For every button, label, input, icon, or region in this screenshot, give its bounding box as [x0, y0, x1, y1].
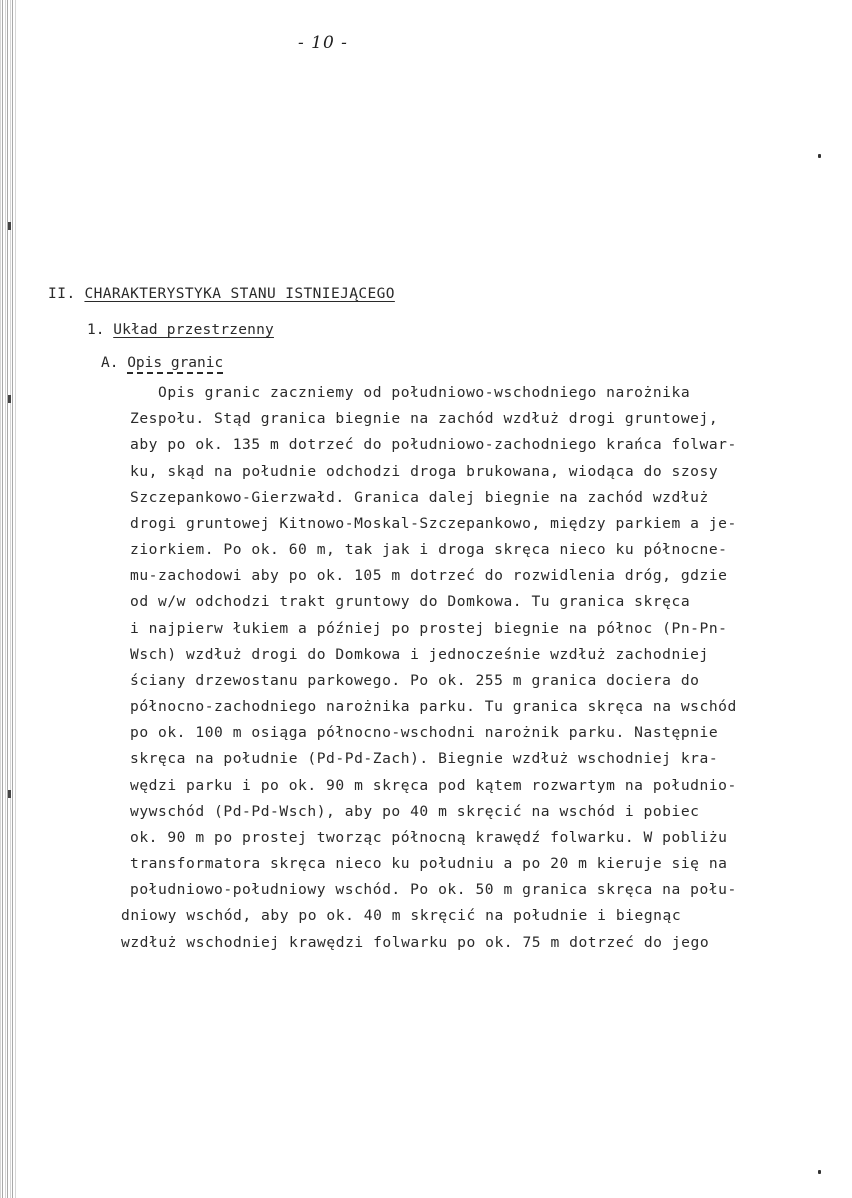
body-line: wędzi parku i po ok. 90 m skręca pod kątem rozwartym na południo- — [130, 777, 737, 794]
body-line: wywschód (Pd-Pd-Wsch), aby po 40 m skręcić na wschód i pobiec — [130, 803, 700, 820]
body-line: południowo-południowy wschód. Po ok. 50 m granica skręca na połu- — [130, 881, 737, 898]
body-line: skręca na południe (Pd-Pd-Zach). Biegnie wzdłuż wschodniej kra- — [130, 750, 719, 767]
scan-speck — [818, 154, 821, 158]
subsubsection-heading — [101, 355, 223, 371]
section-heading — [48, 286, 395, 302]
binding-mark — [8, 222, 11, 230]
body-line: ziorkiem. Po ok. 60 m, tak jak i droga skręca nieco ku północne- — [130, 541, 728, 558]
scan-binding-edge — [0, 0, 16, 1198]
body-line: od w/w odchodzi trakt gruntowy do Domkowa. Tu granica skręca — [130, 593, 691, 610]
body-line: ok. 90 m po prostej tworząc północną krawędź folwarku. W pobliżu — [130, 829, 728, 846]
subsection-number: 1. — [87, 322, 105, 338]
body-line: po ok. 100 m osiąga północno-wschodni narożnik parku. Następnie — [130, 724, 719, 741]
body-line: ściany drzewostanu parkowego. Po ok. 255 m granica dociera do — [130, 672, 700, 689]
body-line: transformatora skręca nieco ku południu a po 20 m kieruje się na — [130, 855, 728, 872]
body-line: Zespołu. Stąd granica biegnie na zachód wzdłuż drogi gruntowej, — [130, 410, 719, 427]
binding-mark — [8, 395, 11, 403]
body-line: Szczepankowo-Gierzwałd. Granica dalej biegnie na zachód wzdłuż — [130, 489, 709, 506]
scan-speck — [818, 1170, 821, 1174]
body-line: drogi gruntowej Kitnowo-Moskal-Szczepankowo, między parkiem a je- — [130, 515, 737, 532]
body-line: ku, skąd na południe odchodzi droga brukowana, wiodąca do szosy — [130, 463, 719, 480]
body-line: Wsch) wzdłuż drogi do Domkowa i jednocześnie wzdłuż zachodniej — [130, 646, 709, 663]
body-line: dniowy wschód, aby po ok. 40 m skręcić na południe i biegnąc — [121, 907, 682, 924]
page-number: - 10 - — [298, 33, 348, 53]
subsubsection-title: Opis granic — [127, 355, 223, 374]
body-line: wzdłuż wschodniej krawędzi folwarku po ok. 75 m dotrzeć do jego — [121, 934, 710, 951]
body-line: i najpierw łukiem a później po prostej biegnie na północ (Pn-Pn- — [130, 620, 728, 637]
subsection-heading — [87, 322, 274, 338]
binding-mark — [8, 790, 11, 798]
section-number: II. — [48, 286, 76, 302]
body-line: północno-zachodniego narożnika parku. Tu granica skręca na wschód — [130, 698, 737, 715]
body-line: aby po ok. 135 m dotrzeć do południowo-zachodniego krańca folwar- — [130, 436, 737, 453]
subsection-title: Układ przestrzenny — [113, 322, 274, 338]
body-line: Opis granic zaczniemy od południowo-wschodniego narożnika — [158, 384, 691, 401]
section-title: CHARAKTERYSTYKA STANU ISTNIEJĄCEGO — [84, 286, 395, 302]
subsubsection-letter: A. — [101, 355, 119, 371]
body-line: mu-zachodowi aby po ok. 105 m dotrzeć do rozwidlenia dróg, gdzie — [130, 567, 728, 584]
